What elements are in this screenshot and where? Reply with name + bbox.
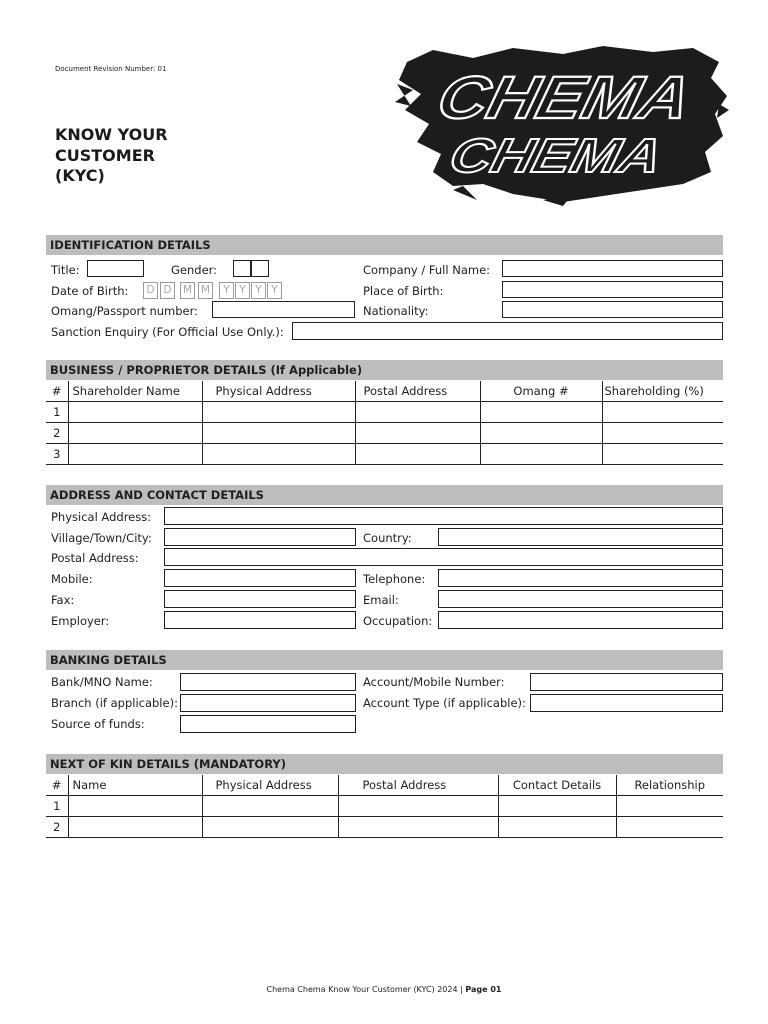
address-section-header: [46, 485, 723, 505]
dob-day-cell[interactable]: D: [143, 282, 158, 299]
table-header-row: [46, 381, 723, 402]
table-cell[interactable]: [68, 402, 202, 423]
dob-month-cell[interactable]: M: [198, 282, 213, 299]
physical-address-label: Physical Address:: [51, 510, 152, 524]
occupation-field[interactable]: [438, 611, 723, 629]
page-title: [55, 125, 215, 187]
bank-name-label: Bank/MNO Name:: [51, 675, 153, 689]
row-number: 2: [46, 817, 68, 838]
row-number: 1: [46, 402, 68, 423]
gender-field-1[interactable]: [233, 260, 251, 277]
telephone-field[interactable]: [438, 569, 723, 587]
dob-label: Date of Birth:: [51, 284, 129, 298]
omang-label: Omang/Passport number:: [51, 304, 198, 318]
occupation-label: Occupation:: [363, 614, 433, 628]
employer-label: Employer:: [51, 614, 110, 628]
row-number: 3: [46, 444, 68, 465]
gender-label: Gender:: [171, 263, 218, 277]
place-of-birth-field[interactable]: [502, 281, 723, 298]
column-header: Name: [68, 775, 202, 796]
table-cell[interactable]: [616, 796, 723, 817]
row-number: 2: [46, 423, 68, 444]
table-cell[interactable]: [338, 796, 498, 817]
column-header: Shareholding (%): [602, 381, 723, 402]
table-row: [46, 444, 723, 465]
village-label: Village/Town/City:: [51, 531, 152, 545]
title-line: KNOW YOUR: [55, 125, 168, 144]
account-number-label: Account/Mobile Number:: [363, 675, 505, 689]
table-cell[interactable]: [355, 444, 480, 465]
sanction-label: Sanction Enquiry (For Official Use Only.):: [51, 325, 284, 339]
table-cell[interactable]: [202, 444, 355, 465]
revision-number: Document Revision Number: 01: [55, 65, 167, 73]
table-cell[interactable]: [498, 796, 616, 817]
table-cell[interactable]: [202, 423, 355, 444]
business-section-header: [46, 360, 723, 380]
dob-year-cell[interactable]: Y: [267, 282, 282, 299]
table-row: [46, 817, 723, 838]
kin-table: [46, 775, 723, 838]
country-field[interactable]: [438, 528, 723, 546]
postal-address-label: Postal Address:: [51, 551, 139, 565]
section-title: NEXT OF KIN DETAILS (MANDATORY): [50, 757, 287, 771]
section-title: IDENTIFICATION DETAILS: [50, 238, 211, 252]
company-name-label: Company / Full Name:: [363, 263, 491, 277]
column-header: Physical Address: [202, 381, 355, 402]
account-type-label: Account Type (if applicable):: [363, 696, 526, 710]
title-label: Title:: [51, 263, 80, 277]
chema-chema-logo: [393, 44, 729, 206]
table-row: [46, 796, 723, 817]
email-field[interactable]: [438, 590, 723, 608]
table-cell[interactable]: [480, 402, 602, 423]
kin-section-header: [46, 754, 723, 774]
dob-month-cell[interactable]: M: [180, 282, 195, 299]
telephone-label: Telephone:: [363, 572, 426, 586]
table-cell[interactable]: [602, 444, 723, 465]
physical-address-field[interactable]: [164, 507, 723, 525]
village-field[interactable]: [164, 528, 356, 546]
logo-text-line: CHEMA: [431, 63, 668, 131]
country-label: Country:: [363, 531, 412, 545]
column-header: #: [46, 381, 68, 402]
column-header: Relationship: [616, 775, 723, 796]
table-cell[interactable]: [338, 817, 498, 838]
source-of-funds-label: Source of funds:: [51, 717, 145, 731]
dob-day-cell[interactable]: D: [160, 282, 175, 299]
column-header: Contact Details: [498, 775, 616, 796]
section-title: BUSINESS / PROPRIETOR DETAILS (If Applicable): [50, 363, 363, 377]
row-number: 1: [46, 796, 68, 817]
gender-field-2[interactable]: [251, 260, 269, 277]
table-cell[interactable]: [68, 796, 202, 817]
company-name-field[interactable]: [502, 260, 723, 277]
bank-name-field[interactable]: [180, 673, 356, 691]
table-row: [46, 402, 723, 423]
dob-year-cell[interactable]: Y: [235, 282, 250, 299]
page-footer: [0, 985, 768, 994]
title-line: (KYC): [55, 166, 105, 185]
table-cell[interactable]: [202, 817, 338, 838]
sanction-field[interactable]: [292, 322, 723, 340]
footer-text: Chema Chema Know Your Customer (KYC) 2024 |: [266, 985, 463, 994]
column-header: Shareholder Name: [68, 381, 202, 402]
branch-label: Branch (if applicable):: [51, 696, 178, 710]
postal-address-field[interactable]: [164, 548, 723, 566]
table-cell[interactable]: [480, 444, 602, 465]
table-cell[interactable]: [480, 423, 602, 444]
employer-field[interactable]: [164, 611, 356, 629]
table-cell[interactable]: [498, 817, 616, 838]
table-cell[interactable]: [602, 423, 723, 444]
table-cell[interactable]: [616, 817, 723, 838]
column-header: Omang #: [480, 381, 602, 402]
table-cell[interactable]: [68, 423, 202, 444]
table-cell[interactable]: [355, 423, 480, 444]
section-title: ADDRESS AND CONTACT DETAILS: [50, 488, 264, 502]
section-title: BANKING DETAILS: [50, 653, 167, 667]
place-of-birth-label: Place of Birth:: [363, 284, 444, 298]
omang-field[interactable]: [212, 301, 355, 318]
dob-year-cell[interactable]: Y: [219, 282, 234, 299]
table-cell[interactable]: [602, 402, 723, 423]
title-field[interactable]: [87, 260, 144, 277]
email-label: Email:: [363, 593, 399, 607]
table-row: [46, 423, 723, 444]
table-header-row: [46, 775, 723, 796]
banking-section-header: [46, 650, 723, 670]
column-header: #: [46, 775, 68, 796]
business-table: [46, 381, 723, 465]
table-cell[interactable]: [355, 402, 480, 423]
fax-label: Fax:: [51, 593, 75, 607]
identification-section-header: [46, 235, 723, 255]
account-number-field[interactable]: [530, 673, 723, 691]
mobile-field[interactable]: [164, 569, 356, 587]
table-cell[interactable]: [202, 402, 355, 423]
logo-text-line: CHEMA: [444, 129, 634, 183]
dob-year-cell[interactable]: Y: [251, 282, 266, 299]
table-cell[interactable]: [202, 796, 338, 817]
branch-field[interactable]: [180, 694, 356, 712]
column-header: Postal Address: [338, 775, 498, 796]
source-of-funds-field[interactable]: [180, 715, 356, 733]
table-cell[interactable]: [68, 444, 202, 465]
mobile-label: Mobile:: [51, 572, 93, 586]
column-header: Postal Address: [355, 381, 480, 402]
table-cell[interactable]: [68, 817, 202, 838]
column-header: Physical Address: [202, 775, 338, 796]
account-type-field[interactable]: [530, 694, 723, 712]
fax-field[interactable]: [164, 590, 356, 608]
nationality-label: Nationality:: [363, 304, 429, 318]
page-number: Page 01: [465, 985, 502, 994]
nationality-field[interactable]: [502, 301, 723, 318]
title-line: CUSTOMER: [55, 145, 155, 165]
